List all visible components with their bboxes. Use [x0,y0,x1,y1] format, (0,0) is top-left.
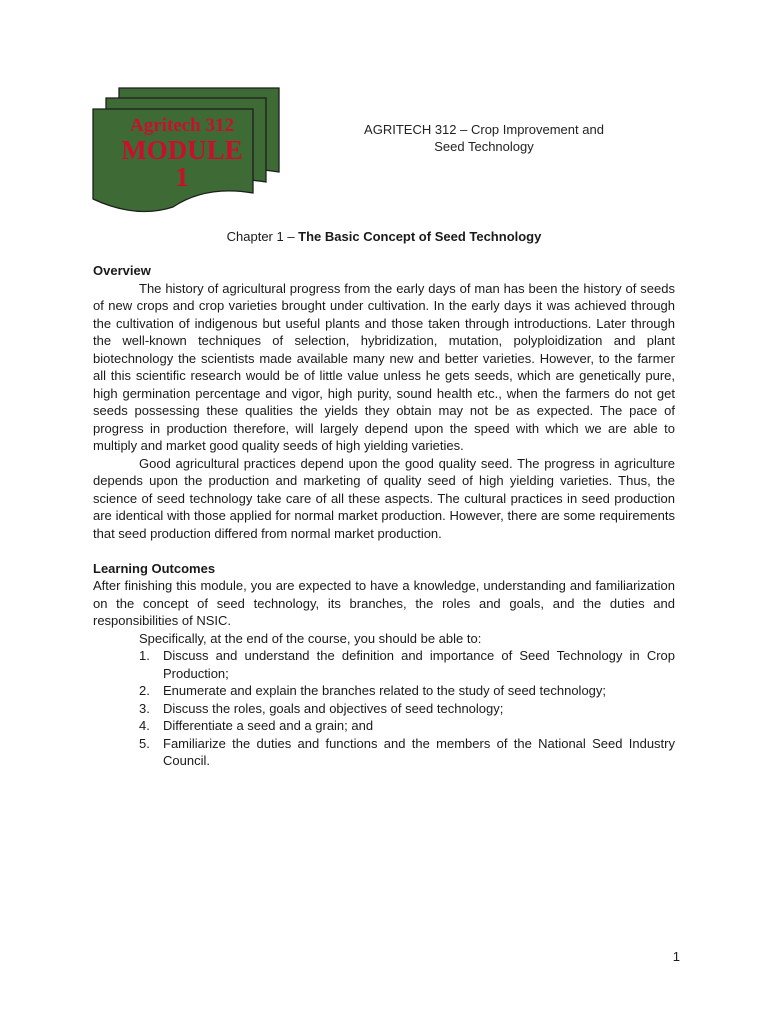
module-badge-text [94,116,270,191]
chapter-heading [93,228,675,245]
overview-heading: Overview [93,263,151,278]
learning-outcomes-heading: Learning Outcomes [93,560,216,576]
list-item-number: 5. [139,735,150,751]
list-item-text: Discuss and understand the definition and importance of Seed Technology in Crop Production; [163,648,675,681]
chapter-prefix: Chapter 1 – [226,229,299,244]
list-item-number: 3. [139,700,150,716]
document-body [93,262,675,770]
course-title-line1: AGRITECH 312 – Crop Improvement and [364,122,604,137]
chapter-title: The Basic Concept of Seed Technology [298,229,542,244]
course-title-line2: Seed Technology [434,139,534,154]
badge-module-number: 1 [175,162,189,192]
course-title [334,121,634,155]
learning-outcomes-specifically: Specifically, at the end of the course, you should be able to: [139,630,482,646]
page-number: 1 [672,949,680,964]
list-item [93,717,675,735]
list-item [93,682,675,700]
list-item-text: Familiarize the duties and functions and the members of the National Seed Industry Council. [163,735,675,768]
list-item-text: Enumerate and explain the branches related to the study of seed technology; [163,683,607,698]
overview-paragraph-1: The history of agricultural progress from the early days of man has been the history of seeds of new crops and crop varieties brought under cultivation. In the early days it was achieved through the cultivation of indigenous but useful plants and those taken through introductions. Later through the well-known techniques of selection, hybridization, mutation, polyploidization and plant biotechnology the scientists made available many new and better varieties. However, to the farmer all this scientific research would be of little value unless he gets seeds, which are genetically pure, high germination percentage and vigor, high purity, sound health etc., when the farmers do not get seeds possessing these qualities the yields they obtain may not be as expected. The pace of progress in production therefore, will largely depend upon the speed with which we are able to multiply and market good quality seeds of high yielding varieties. [93,280,675,453]
section-spacer [93,542,675,560]
badge-module-label: MODULE [121,135,243,165]
outcomes-list [93,647,675,770]
list-item-text: Differentiate a seed and a grain; and [163,718,374,733]
list-item-text: Discuss the roles, goals and objectives of seed technology; [163,700,504,716]
learning-outcomes-intro: After finishing this module, you are expected to have a knowledge, understanding and familiarization on the concept of seed technology, its branches, the roles and goals, and the duties and responsibilities of NSIC. [93,578,675,628]
list-item [93,735,675,770]
badge-course-code: Agritech 312 [130,115,234,136]
list-item [93,647,675,682]
list-item-number: 4. [139,718,150,733]
module-badge [92,86,282,216]
list-item-number: 2. [139,683,150,698]
list-item-number: 1. [139,648,150,663]
overview-paragraph-2: Good agricultural practices depend upon the good quality seed. The progress in agriculture depends upon the production and marketing of quality seed of high yielding varieties. Thus, the science of seed technology take care of all these aspects. The cultural practices in seed production are identical with those applied for normal market production. However, there are some requirements that seed production differed from normal market production. [93,455,675,541]
list-item [93,700,675,718]
